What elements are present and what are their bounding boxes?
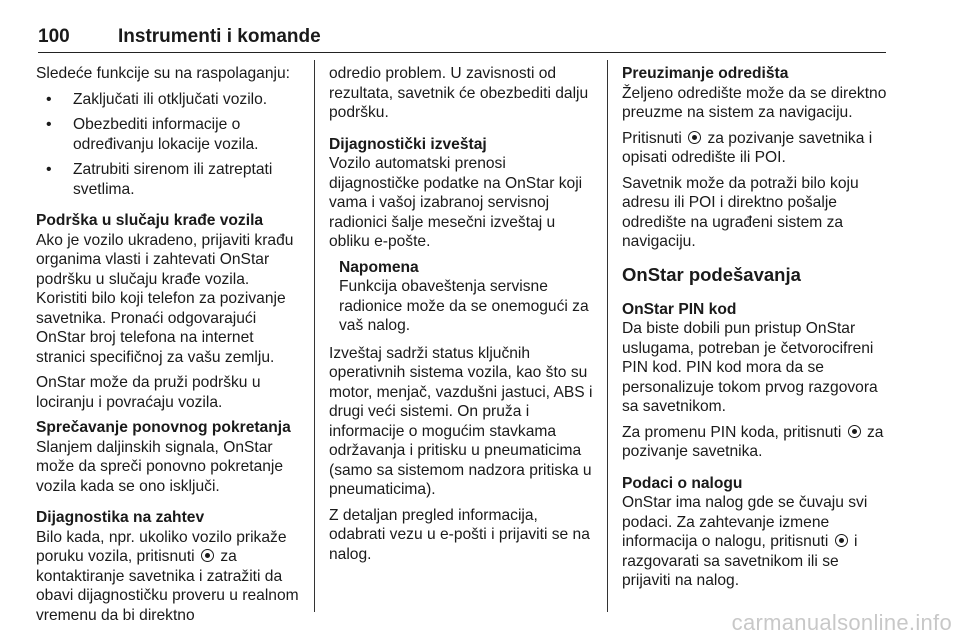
feature-list [36,90,300,200]
section-heading: Dijagnostika na zahtev [36,509,205,526]
text-segment: i razgovarati sa savetnikom ili se prijaviti na nalog. [622,533,858,589]
text-segment: Pritisnuti [622,129,682,147]
paragraph: Vozilo automatski prenosi dijagnostičke podatke na OnStar koji vama i vašoj izabranoj servisnoj radionici šalje mesečni izveštaj u obliku e-pošte. [329,155,583,250]
paragraph [622,423,888,462]
chapter-title: Instrumenti i komande [118,26,321,47]
paragraph: Z detaljan pregled informacija, odabrati vezu u e-pošti i prijaviti se na nalog. [329,506,590,563]
column-divider [314,60,315,612]
column-1 [36,64,300,631]
section-heading: Podrška u slučaju krađe vozila [36,212,264,229]
paragraph [622,129,888,168]
paragraph: odredio problem. U zavisnosti od rezultata, savetnik će obezbediti dalju podršku. [329,65,589,121]
page-number: 100 [38,26,70,47]
paragraph: Da biste dobili pun pristup OnStar uslugama, potreban je četvorocifreni PIN kod. PIN kod mora da se personalizuje tokom prvog razgovora sa savetnikom. [622,320,878,415]
paragraph: OnStar može da pruži podršku u lociranju i povraćaju vozila. [36,374,261,411]
onstar-button-icon [848,425,861,438]
list-item: • Obezbediti informacije o određivanju lokacije vozila. [36,115,300,154]
section-heading: OnStar PIN kod [622,300,737,318]
paragraph: Izveštaj sadrži status ključnih operativnih sistema vozila, kao što su motor, menjač, vazdušni jastuci, ABS i drugi veći sistemi. On pruža i informacije o mogućim stavkama održavanja i pritisku u pneumaticima (samo sa sistemom nadzora pritiska u pneumaticima). [329,344,593,498]
note-text: Funkcija obaveštenja servisne radionice može da se onemogući za vaš nalog. [339,278,589,334]
section-heading: Dijagnostički izveštaj [329,135,487,153]
column-divider [607,60,608,612]
text-segment: Za promenu PIN koda, pritisnuti [622,423,842,441]
paragraph: Željeno odredište može da se direktno preuzme na sistem za navigaciju. [622,84,887,121]
paragraph [622,493,888,591]
section-heading: Podaci o nalogu [622,474,743,492]
column-2 [329,64,594,570]
intro-text: Sledeće funkcije su na raspolaganju: [36,65,290,82]
page-header [38,22,886,53]
note-box [329,258,594,336]
watermark: carmanualsonline.info [731,610,952,635]
column-3 [622,64,888,597]
paragraph: Slanjem daljinskih signala, OnStar može da spreči ponovno pokretanje vozila kada se ono isključi. [36,438,284,495]
paragraph: Savetnik može da potraži bilo koju adresu ili POI i direktno pošalje odredište na ugrađeni sistem za navigaciju. [622,174,859,250]
text-segment: za kontaktiranje savetnika i zatražiti da obavi dijagnostičku proveru u realnom vremenu da bi direktno [36,548,299,624]
paragraph [36,528,300,626]
text-segment: za pozivanje savetnika i opisati odredište ili POI. [622,129,873,166]
onstar-button-icon [835,534,848,547]
list-item: • Zatrubiti sirenom ili zatreptati svetlima. [36,160,300,199]
note-heading: Napomena [339,258,419,276]
onstar-button-icon [688,131,701,144]
text-segment: za pozivanje savetnika. [622,423,884,460]
paragraph: Ako je vozilo ukradeno, prijaviti krađu organima vlasti i zahtevati OnStar podršku u slučaju krađe vozila. Koristiti bilo koji telefon za pozivanje savetnika. Pronaći odgovarajući OnStar broj telefona na internet stranici specifičnoj za vašu zemlju. [36,231,294,366]
text-segment: OnStar ima nalog gde se čuvaju svi podaci. Za zahtevanje izmene informacija o nalogu, pritisnuti [622,494,868,550]
section-heading: Sprečavanje ponovnog pokretanja [36,419,291,436]
text-segment: Bilo kada, npr. ukoliko vozilo prikaže poruku vozila, pritisnuti [36,528,287,565]
onstar-button-icon [201,549,214,562]
list-item: • Zaključati ili otključati vozilo. [36,90,300,110]
section-title: OnStar podešavanja [622,263,801,285]
section-heading: Preuzimanje odredišta [622,65,789,82]
